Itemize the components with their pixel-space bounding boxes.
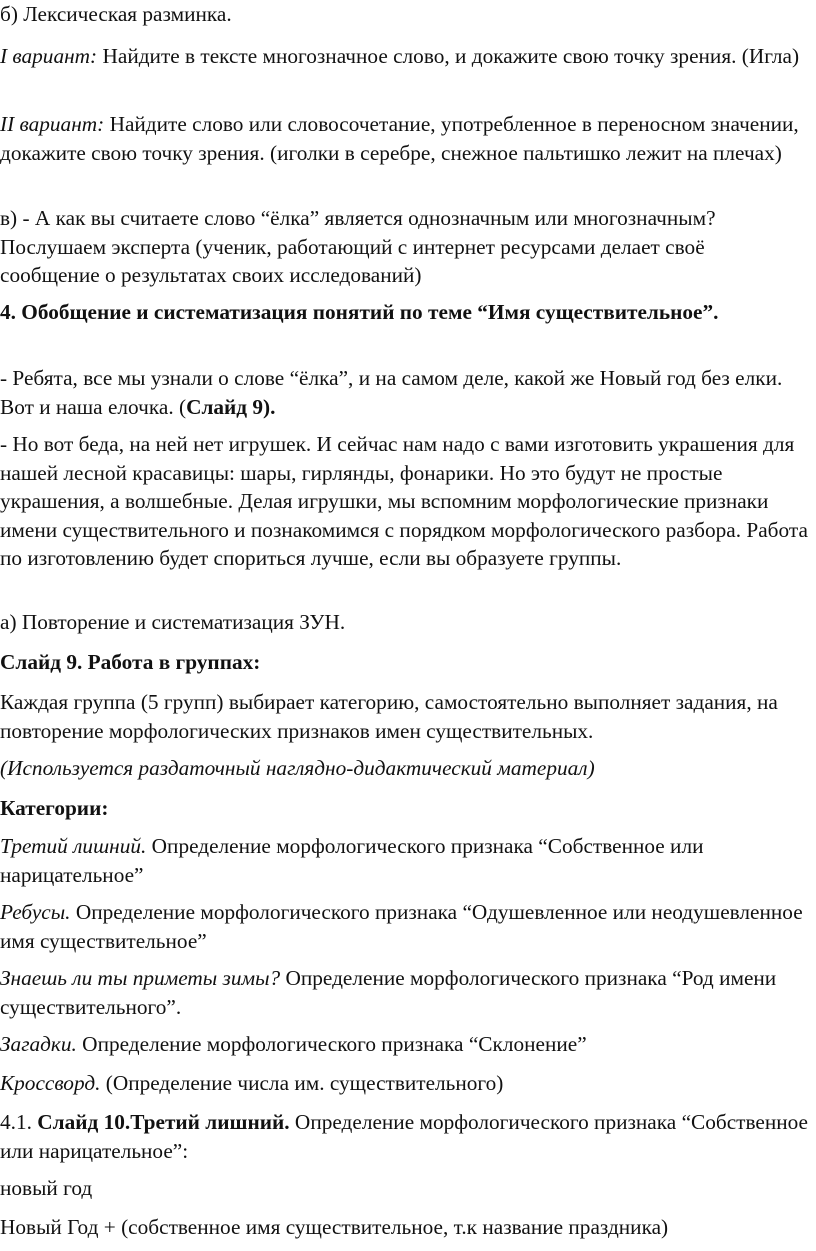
variant-2-paragraph	[0, 110, 808, 167]
text: в) - А как вы считаете слово “ёлка” является однозначным или многозначным? Послушаем эксперта (ученик, работающий с интернет ресурсами делает своё сообщение о результатах своих исследований)	[0, 206, 716, 287]
category-desc: Определение морфологического признака “Собственное или нарицательное”	[0, 834, 704, 887]
text: Слайд 9. Работа в группах:	[0, 650, 261, 674]
example-1	[0, 1174, 808, 1203]
text: Категории:	[0, 796, 109, 820]
subsection-text: Определение морфологического признака “Собственное или нарицательное”:	[0, 1110, 809, 1163]
variant-2-label: II вариант:	[0, 112, 105, 136]
section-4-intro-paragraph	[0, 364, 808, 421]
group-task-paragraph	[0, 688, 808, 745]
section-4-problem-paragraph	[0, 430, 808, 573]
category-item	[0, 1069, 808, 1098]
text: новый год	[0, 1176, 93, 1200]
text: - Но вот беда, на ней нет игрушек. И сейчас нам надо с вами изготовить украшения для нашей лесной красавицы: шары, гирлянды, фонарики. Но это будут не простые украшения, а волшебные. Делая игрушки, мы вспомним морфологические признаки имени существительного и познакомимся с порядком морфологического разбора. Работа по изготовлению будет спориться лучше, если вы образуете группы.	[0, 432, 808, 570]
variant-2-text: Найдите слово или словосочетание, употребленное в переносном значении, докажите свою точку зрения. (иголки в серебре, снежное пальтишко лежит на плечах)	[0, 112, 799, 165]
slide-9-heading	[0, 648, 808, 677]
text: Каждая группа (5 групп) выбирает категорию, самостоятельно выполняет задания, на повторение морфологических признаков имен существительных.	[0, 690, 778, 743]
subsection-number: 4.1.	[0, 1110, 38, 1134]
category-name: Загадки.	[0, 1032, 77, 1056]
section-4-heading	[0, 298, 808, 327]
text: (Используется раздаточный наглядно-дидактический материал)	[0, 756, 595, 780]
text: Новый Год + (собственное имя существительное, т.к название праздника)	[0, 1215, 669, 1239]
lexical-warmup-heading	[0, 0, 808, 29]
category-desc: Определение морфологического признака “Склонение”	[76, 1032, 587, 1056]
category-item	[0, 964, 808, 1021]
category-name: Ребусы.	[0, 900, 71, 924]
category-desc: Определение морфологического признака “Род имени существительного”.	[0, 966, 777, 1019]
category-name: Кроссворд.	[0, 1071, 101, 1095]
subsection-4-1-paragraph	[0, 1108, 808, 1165]
category-name: Знаешь ли ты приметы зимы?	[0, 966, 281, 990]
category-item	[0, 1030, 808, 1059]
variant-1-label: I вариант:	[0, 44, 98, 68]
category-desc: (Определение числа им. существительного)	[100, 1071, 504, 1095]
intro-slide-ref: Слайд 9).	[186, 394, 276, 419]
review-paragraph	[0, 608, 808, 637]
variant-1-text: Найдите в тексте многозначное слово, и докажите свою точку зрения. (Игла)	[97, 44, 800, 68]
text: 4. Обобщение и систематизация понятий по теме “Имя существительное”.	[0, 300, 719, 324]
category-item	[0, 832, 808, 889]
categories-heading	[0, 794, 808, 823]
materials-paragraph	[0, 754, 808, 783]
subsection-title: Слайд 10.Третий лишний.	[37, 1110, 290, 1134]
text: а) Повторение и систематизация ЗУН.	[0, 610, 346, 634]
yolka-question-paragraph	[0, 204, 808, 290]
category-item	[0, 898, 808, 955]
example-2	[0, 1213, 808, 1242]
category-desc: Определение морфологического признака “Одушевленное или неодушевленное имя существительное”	[0, 900, 803, 953]
category-name: Третий лишний.	[0, 834, 147, 858]
text: б) Лексическая разминка.	[0, 2, 232, 26]
variant-1-paragraph	[0, 42, 808, 71]
intro-text: - Ребята, все мы узнали о слове “ёлка”, и на самом деле, какой же Новый год без елки. Вот и наша елочка. (	[0, 366, 783, 419]
